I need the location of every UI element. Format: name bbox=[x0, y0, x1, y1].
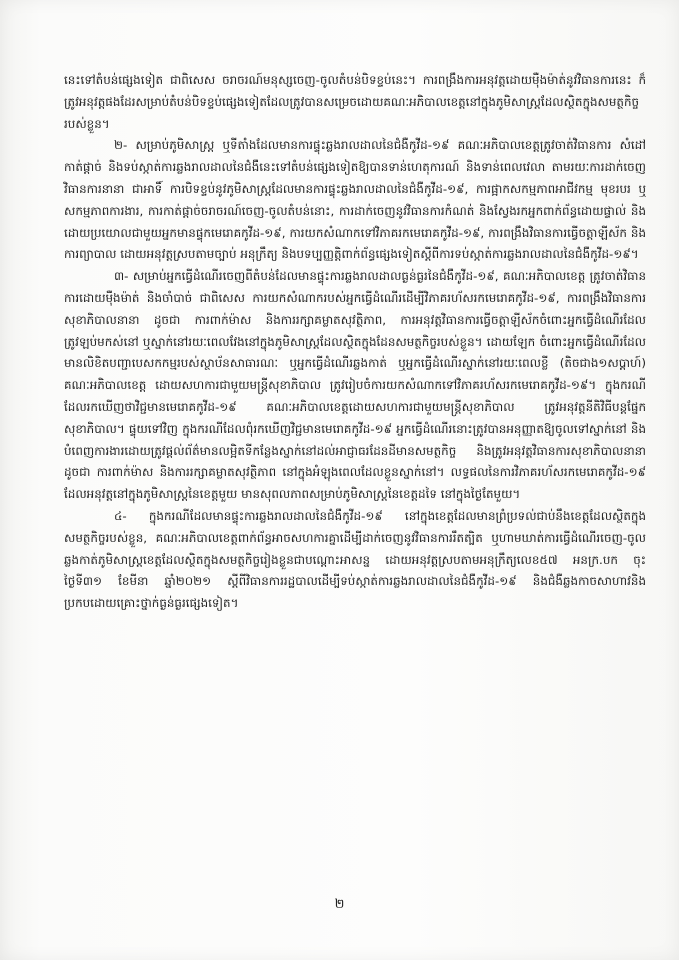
paragraph-item-2: ២- សម្រាប់ភូមិសាស្ត្រ ឬទីតាំងដែលមានការផ្ទុះឆ្លងរាលដាលនៃជំងឺកូវីដ-១៩ គណៈអភិបាលខេត្តត្រូវចាត់វិធានការ សំដៅកាត់ផ្តាច់ និងទប់ស្កាត់ការឆ្លងរាលដាលនៃជំងឺនេះទៅតំបន់ផ្សេងទៀតឱ្យបានទាន់ហេតុការណ៍ និងទាន់ពេលវេលា តាមរយៈការដាក់ចេញវិធានការនានា ជាអាទិ៍ ការបិទខ្ទប់នូវភូមិសាស្ត្រដែលមានការផ្ទុះឆ្លងរាលដាលនៃជំងឺកូវីដ-១៩, ការផ្អាកសកម្មភាពអាជីវកម្ម មុខរបរ ឬសកម្មភាពការងារ, ការកាត់ផ្តាច់ចរាចរណ៍ចេញ-ចូលតំបន់នោះ, ការដាក់ចេញនូវវិធានការកំណត់ និងស្វែងរកអ្នកពាក់ព័ន្ធដោយផ្ទាល់ និងដោយប្រយោលជាមួយអ្នកមានផ្ទុកមេរោគកូវីដ-១៩, ការយកសំណាកទៅវិភាគរកមេរោគកូវីដ-១៩, ការពង្រឹងវិធានការធ្វើចត្តាឡីស័ក និងការព្យាបាល ដោយអនុវត្តស្របតាមច្បាប់ អនុក្រឹត្យ និងបទប្បញ្ញត្តិពាក់ព័ន្ធផ្សេងទៀតស្តីពីការទប់ស្កាត់ការឆ្លងរាលដាលនៃជំងឺកូវីដ-១៩។ bbox=[64, 138, 646, 262]
paragraph-continuation: នេះទៅតំបន់ផ្សេងទៀត ជាពិសេស ចរាចរណ៍មនុស្សចេញ-ចូលតំបន់បិទខ្ទប់នេះ។ ការពង្រឹងការអនុវត្តដោយម៉ឺងម៉ាត់នូវវិធានការនេះ ក៏ត្រូវអនុវត្តផងដែរសម្រាប់តំបន់បិទខ្ទប់ផ្សេងទៀតដែលត្រូវបានសម្រេចដោយគណៈអភិបាលខេត្តនៅក្នុងភូមិសាស្ត្រដែលស្ថិតក្នុងសមត្ថកិច្ចរបស់ខ្លួន។ bbox=[64, 73, 646, 131]
paragraph-item-3: ៣- សម្រាប់អ្នកធ្វើដំណើរចេញពីតំបន់ដែលមានផ្ទុះការឆ្លងរាលដាលធ្ងន់ធ្ងរនៃជំងឺកូវីដ-១៩, គណៈអភិបាលខេត្ត ត្រូវចាត់វិធានការដោយម៉ឺងម៉ាត់ និងចាំបាច់ ជាពិសេស ការយកសំណាករបស់អ្នកធ្វើដំណើរដើម្បីវិភាគរហ័សរកមេរោគកូវីដ-១៩, ការពង្រឹងវិធានការសុខាភិបាលនានា ដូចជា ការពាក់ម៉ាស និងការរក្សាគម្លាតសុវត្ថិភាព, ការអនុវត្តវិធានការធ្វើចត្តាឡីស័កចំពោះអ្នកធ្វើដំណើរដែលត្រូវឡប់មកស់នៅ ឬស្នាក់នៅរយៈពេលវែងនៅក្នុងភូមិសាស្ត្រដែលស្ថិតក្នុងដែនសមត្ថកិច្ចរបស់ខ្លួន។ ដោយឡែក ចំពោះអ្នកធ្វើដំណើរដែលមានលិខិតបញ្ជាបេសកកម្មរបស់ស្ថាប័នសាធារណៈ ឬអ្នកធ្វើដំណើរឆ្លងកាត់ ឬអ្នកធ្វើដំណើរស្នាក់នៅរយៈពេលខ្លី (តិចជាង១សប្តាហ៍) គណៈអភិបាលខេត្ត ដោយសហការជាមួយមន្ត្រីសុខាភិបាល ត្រូវរៀបចំការយកសំណាកទៅវិភាគរហ័សរកមេរោគកូវីដ-១៩។ ក្នុងករណីដែលរកឃើញថាវិជ្ជមានមេរោគកូវីដ-១៩ គណៈអភិបាលខេត្តដោយសហការជាមួយមន្ត្រីសុខាភិបាល ត្រូវអនុវត្តនីតិវិធីបន្តផ្នែកសុខាភិបាល។ ផ្ទុយទៅវិញ ក្នុងករណីដែលពុំរកឃើញវិជ្ជមានមេរោគកូវីដ-១៩ អ្នកធ្វើដំណើរនោះត្រូវបានអនុញ្ញាតឱ្យចូលទៅស្នាក់នៅ និងបំពេញការងារដោយត្រូវផ្តល់ព័ត៌មានលម្អិតទីកន្លែងស្នាក់នៅដល់អាជ្ញាធរដែនដីមានសមត្ថកិច្ច និងត្រូវអនុវត្តវិធានការសុខាភិបាលនានា ដូចជា ការពាក់ម៉ាស និងការរក្សាគម្លាតសុវត្ថិភាព នៅក្នុងអំឡុងពេលដែលខ្លួនស្នាក់នៅ។ លទ្ធផលនៃការវិភាគរហ័សរកមេរោគកូវីដ-១៩ ដែលអនុវត្តនៅក្នុងភូមិសាស្ត្រនៃខេត្តមួយ មានសុពលភាពសម្រាប់ភូមិសាស្ត្រនៃខេត្តដទៃ នៅក្នុងថ្ងៃតែមួយ។ bbox=[64, 269, 646, 502]
paragraph-item-4: ៤- ក្នុងករណីដែលមានផ្ទុះការឆ្លងរាលដាលនៃជំងឺកូវីដ-១៩ នៅក្នុងខេត្តដែលមានព្រំប្រទល់ជាប់នឹងខេត្តដែលស្ថិតក្នុងសមត្ថកិច្ចរបស់ខ្លួន, គណៈអភិបាលខេត្តពាក់ព័ន្ធអាចសហការគ្នាដើម្បីដាក់ចេញនូវវិធានការរឹតត្បិត ឬហាមឃាត់ការធ្វើដំណើរចេញ-ចូលឆ្លងកាត់ភូមិសាស្ត្រខេត្តដែលស្ថិតក្នុងសមត្ថកិច្ចរៀងខ្លួនជាបណ្តោះអាសន្ន ដោយអនុវត្តស្របតាមអនុក្រឹត្យលេខ៥៧ អនក្រ.បក ចុះថ្ងៃទី៣១ ខែមីនា ឆ្នាំ២០២១ ស្តីពីវិធានការរដ្ឋបាលដើម្បីទប់ស្កាត់ការឆ្លងរាលដាលនៃជំងឺកូវីដ-១៩ និងជំងឺឆ្លងកាចសាហាវនិងប្រកបដោយគ្រោះថ្នាក់ធ្ងន់ធ្ងរផ្សេងទៀត។ bbox=[64, 508, 646, 611]
document-body bbox=[64, 70, 646, 615]
page-number: ២ bbox=[334, 897, 345, 912]
